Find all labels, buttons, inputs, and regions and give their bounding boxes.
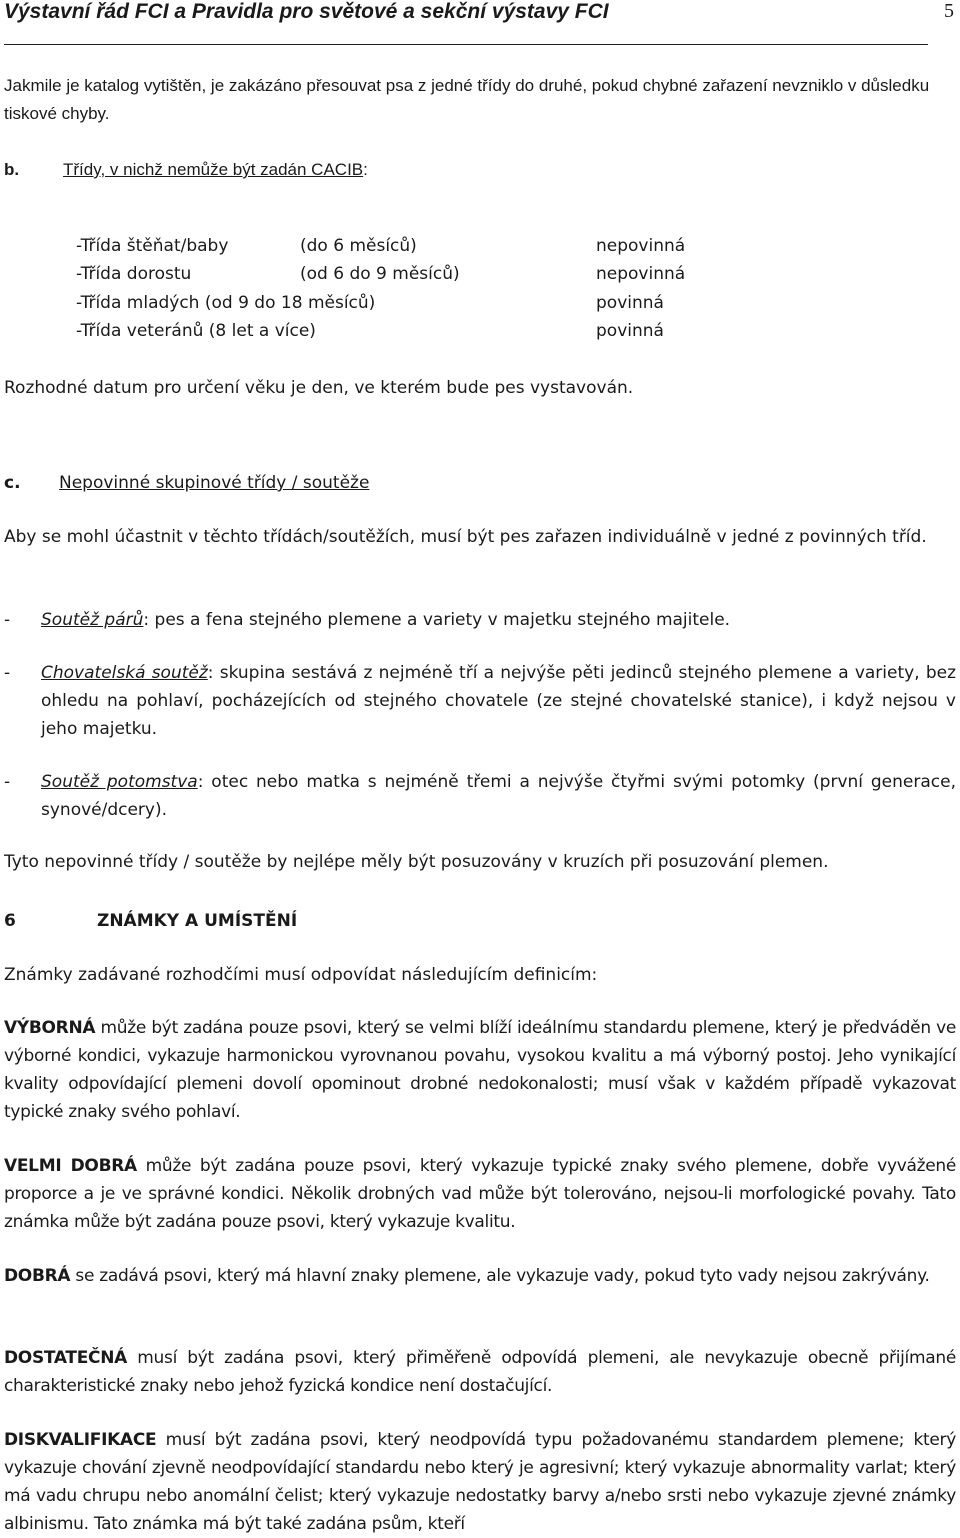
section-c-heading [4,469,956,497]
class-status: povinná [596,321,664,341]
class-status: nepovinná [596,264,686,284]
grade-paragraph [4,1014,956,1126]
section-c-letter: c. [4,473,21,493]
class-name: -Třída štěňat/baby [76,236,229,256]
age-note: Rozhodné datum pro určení věku je den, ve kterém bude pes vystavován. [4,378,634,398]
section-b-heading [4,156,956,184]
class-name: -Třída dorostu [76,264,192,284]
grade-paragraph [4,1344,956,1400]
grade-paragraph [4,1262,956,1290]
competition-description: : otec nebo matka s nejméně třemi a nejvýše čtyřmi svými potomky (první generace, synové/dcery). [41,772,956,820]
page-header [4,0,954,34]
competition-term: Soutěž párů [41,610,144,630]
competition-term: Soutěž potomstva [41,772,198,792]
header-rule [4,44,928,45]
competition-text [41,606,956,634]
class-age: (od 6 do 9 měsíců) [300,264,460,284]
grade-paragraph [4,1426,956,1538]
grade-description: se zadává psovi, který má hlavní znaky plemene, ale vykazuje vady, pokud tyto vady nejsou zakrývány. [70,1266,930,1286]
class-status: nepovinná [596,236,686,256]
grade-term: VÝBORNÁ [4,1018,96,1038]
competition-description: : pes a fena stejného plemene a variety v majetku stejného majitele. [143,610,731,630]
grade-term: DOSTATEČNÁ [4,1348,127,1368]
grade-term: DISKVALIFIKACE [4,1430,157,1450]
header-title: Výstavní řád FCI a Pravidla pro světové a sekční výstavy FCI [4,0,609,23]
grade-description: musí být zadána psovi, který neodpovídá typu požadovanému standardem plemene; který vykazuje chování zjevně neodpovídající standardu nebo který je agresivní; který vykazuje abnormality varlat; který má vadu chrupu nebo anomální čelist; který vykazuje nedostatky barvy a/nebo srsti nebo vykazuje zjevné známky albinismu. Tato známka má být také zadána psům, kteří [4,1430,956,1534]
page-number: 5 [944,0,954,22]
grade-description: musí být zadána psovi, který přiměřeně odpovídá plemeni, ale nevykazuje obecně přijímané charakteristické znaky nebo jehož fyzická kondice není dostačující. [4,1348,956,1396]
class-name: -Třída veteránů (8 let a více) [76,321,316,341]
competition-term: Chovatelská soutěž [41,663,208,683]
section-6-title: ZNÁMKY A UMÍSTĚNÍ [97,911,298,931]
competition-description: : skupina sestává z nejméně tří a nejvýše pěti jedinců stejného plemene a variety, bez ohledu na pohlaví, pocházejících od stejného chovatele (ze stejné chovatelské stanice), i když nejsou v jeho majetku. [41,663,956,739]
section-6-number: 6 [4,911,16,931]
class-age: (do 6 měsíců) [300,236,417,256]
section-b-letter: b. [4,160,20,179]
competitions-note: Tyto nepovinné třídy / soutěže by nejlépe měly být posuzovány v kruzích při posuzování plemen. [4,852,829,872]
competition-text [41,659,956,743]
section-b-colon: : [363,160,368,179]
grades-intro: Známky zadávané rozhodčími musí odpovídat následujícím definicím: [4,965,598,985]
grade-term: VELMI DOBRÁ [4,1156,137,1176]
intro-paragraph: Jakmile je katalog vytištěn, je zakázáno přesouvat psa z jedné třídy do druhé, pokud chybné zařazení nevzniklo v důsledku tiskové chyby. [4,76,930,123]
class-status: povinná [596,293,664,313]
competition-text [41,768,956,824]
grade-paragraph [4,1152,956,1236]
list-dash: - [4,772,11,792]
section-c-intro: Aby se mohl účastnit v těchto třídách/soutěžích, musí být pes zařazen individuálně v jedné z povinných tříd. [4,527,927,547]
grade-description: může být zadána pouze psovi, který vykazuje typické znaky svého plemene, dobře vyvážené proporce a je ve správné kondici. Několik drobných vad může být tolerováno, nejsou-li morfologické povahy. Tato známka může být zadána pouze psovi, který vykazuje kvalitu. [4,1156,956,1232]
list-dash: - [4,663,11,683]
list-dash: - [4,610,11,630]
section-c-title: Nepovinné skupinové třídy / soutěže [59,473,370,493]
section-6-heading [4,907,956,935]
grade-term: DOBRÁ [4,1266,71,1286]
class-name: -Třída mladých (od 9 do 18 měsíců) [76,293,376,313]
section-b-title: Třídy, v nichž nemůže být zadán CACIB [63,160,364,179]
grade-description: může být zadána pouze psovi, který se velmi blíží ideálnímu standardu plemene, který je předváděn ve výborné kondici, vykazuje harmonickou vyrovnanou povahu, vysokou kvalitu a má výborný postoj. Jeho vynikající kvality odpovídající plemeni dovolí opominout drobné nedokonalosti; musí však v každém případě vykazovat typické znaky svého pohlaví. [4,1018,956,1122]
